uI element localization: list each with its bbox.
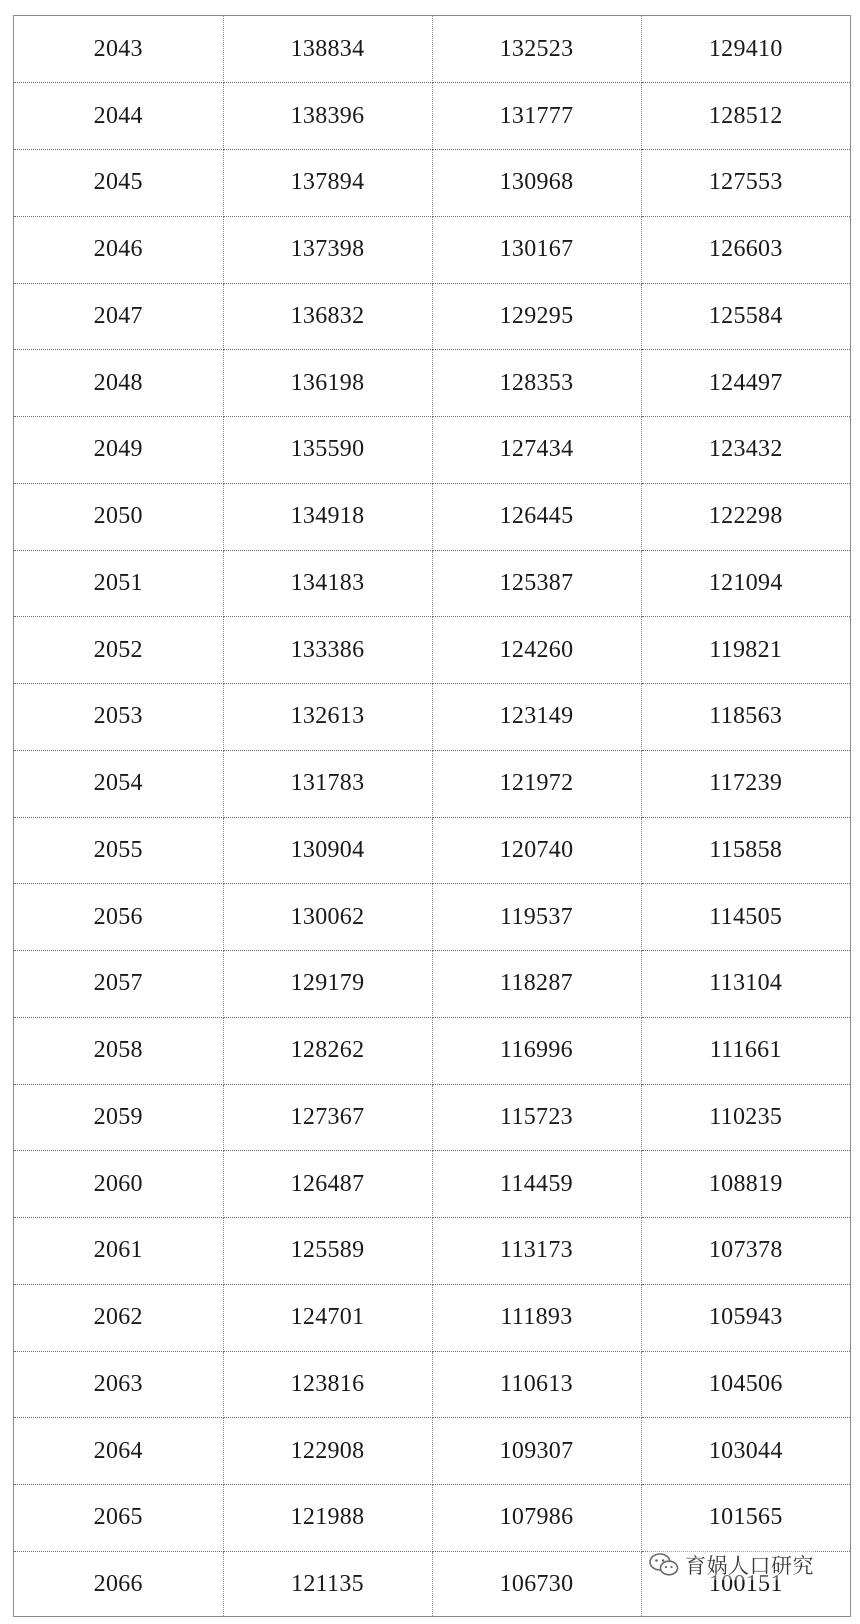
cell-text: 123816 <box>290 1370 365 1397</box>
value-cell <box>223 1151 432 1218</box>
cell-text: 119821 <box>709 636 783 663</box>
cell-text: 137894 <box>290 169 365 196</box>
value-cell <box>432 1151 641 1218</box>
value-cell <box>223 684 432 751</box>
table-body <box>14 16 850 1617</box>
value-cell <box>641 1418 850 1485</box>
cell-text: 132613 <box>290 703 365 730</box>
table-row <box>14 1218 850 1285</box>
value-cell <box>223 216 432 283</box>
cell-text: 107378 <box>708 1237 783 1264</box>
cell-text: 103044 <box>708 1437 783 1464</box>
year-cell <box>14 750 223 817</box>
cell-text: 136198 <box>290 369 365 396</box>
cell-text: 129295 <box>499 302 574 329</box>
value-cell <box>223 483 432 550</box>
value-cell <box>432 1485 641 1552</box>
cell-text: 2053 <box>93 703 143 730</box>
cell-text: 110613 <box>500 1370 573 1397</box>
table-row <box>14 884 850 951</box>
table-row <box>14 483 850 550</box>
cell-text: 2060 <box>93 1170 143 1197</box>
cell-text: 130167 <box>499 236 574 263</box>
table-row <box>14 1151 850 1218</box>
value-cell <box>223 817 432 884</box>
table-row <box>14 550 850 617</box>
value-cell <box>641 617 850 684</box>
cell-text: 121135 <box>291 1571 364 1598</box>
cell-text: 136832 <box>290 302 365 329</box>
value-cell <box>223 83 432 150</box>
cell-text: 137398 <box>290 236 365 263</box>
cell-text: 126445 <box>499 503 574 530</box>
cell-text: 122298 <box>708 503 783 530</box>
value-cell <box>641 1218 850 1285</box>
value-cell <box>432 1418 641 1485</box>
value-cell <box>641 1151 850 1218</box>
value-cell <box>223 283 432 350</box>
value-cell <box>641 216 850 283</box>
value-cell <box>432 684 641 751</box>
cell-text: 2044 <box>93 102 143 129</box>
table-row <box>14 1418 850 1485</box>
year-cell <box>14 283 223 350</box>
year-cell <box>14 684 223 751</box>
year-cell <box>14 1418 223 1485</box>
year-cell <box>14 350 223 417</box>
cell-text: 104506 <box>708 1370 783 1397</box>
cell-text: 121972 <box>499 770 574 797</box>
cell-text: 123432 <box>708 436 783 463</box>
cell-text: 125387 <box>499 569 574 596</box>
year-cell <box>14 550 223 617</box>
cell-text: 2048 <box>93 369 143 396</box>
cell-text: 111893 <box>500 1304 573 1331</box>
cell-text: 109307 <box>499 1437 574 1464</box>
year-cell <box>14 1151 223 1218</box>
year-cell <box>14 951 223 1018</box>
value-cell <box>432 1351 641 1418</box>
value-cell <box>641 1351 850 1418</box>
table-row <box>14 684 850 751</box>
cell-text: 124497 <box>708 369 783 396</box>
table-row <box>14 1017 850 1084</box>
cell-text: 2058 <box>93 1037 143 1064</box>
table-row <box>14 216 850 283</box>
cell-text: 108819 <box>708 1170 783 1197</box>
value-cell <box>223 1418 432 1485</box>
table-row <box>14 83 850 150</box>
year-cell <box>14 417 223 484</box>
cell-text: 105943 <box>708 1304 783 1331</box>
value-cell <box>432 1084 641 1151</box>
value-cell <box>641 283 850 350</box>
year-cell <box>14 16 223 83</box>
year-cell <box>14 1218 223 1285</box>
cell-text: 125589 <box>290 1237 365 1264</box>
table-row <box>14 1351 850 1418</box>
value-cell <box>223 16 432 83</box>
year-cell <box>14 1284 223 1351</box>
cell-text: 111661 <box>709 1037 782 1064</box>
value-cell <box>432 1017 641 1084</box>
cell-text: 132523 <box>499 35 574 62</box>
cell-text: 128262 <box>290 1037 365 1064</box>
value-cell <box>641 1084 850 1151</box>
value-cell <box>223 1551 432 1617</box>
cell-text: 2059 <box>93 1103 143 1130</box>
cell-text: 2061 <box>93 1237 143 1264</box>
cell-text: 116996 <box>500 1037 573 1064</box>
cell-text: 128353 <box>499 369 574 396</box>
value-cell <box>641 750 850 817</box>
year-cell <box>14 1084 223 1151</box>
year-cell <box>14 617 223 684</box>
cell-text: 115723 <box>500 1103 573 1130</box>
value-cell <box>223 1351 432 1418</box>
cell-text: 127367 <box>290 1103 365 1130</box>
year-cell <box>14 1551 223 1617</box>
value-cell <box>223 750 432 817</box>
value-cell <box>641 817 850 884</box>
year-cell <box>14 1351 223 1418</box>
year-cell <box>14 1017 223 1084</box>
value-cell <box>223 1485 432 1552</box>
value-cell <box>432 1218 641 1285</box>
cell-text: 2050 <box>93 503 143 530</box>
cell-text: 127553 <box>708 169 783 196</box>
cell-text: 129179 <box>290 970 365 997</box>
value-cell <box>223 1084 432 1151</box>
cell-text: 122908 <box>290 1437 365 1464</box>
cell-text: 121988 <box>290 1504 365 1531</box>
value-cell <box>223 350 432 417</box>
value-cell <box>641 417 850 484</box>
cell-text: 2047 <box>93 302 143 329</box>
year-cell <box>14 150 223 217</box>
table-row <box>14 16 850 83</box>
cell-text: 2062 <box>93 1304 143 1331</box>
value-cell <box>223 150 432 217</box>
value-cell <box>641 150 850 217</box>
cell-text: 101565 <box>708 1504 783 1531</box>
cell-text: 2055 <box>93 836 143 863</box>
cell-text: 131777 <box>499 102 574 129</box>
cell-text: 115858 <box>709 836 783 863</box>
cell-text: 2056 <box>93 903 143 930</box>
cell-text: 2066 <box>93 1571 143 1598</box>
cell-text: 138396 <box>290 102 365 129</box>
cell-text: 128512 <box>708 102 783 129</box>
value-cell <box>641 83 850 150</box>
cell-text: 134918 <box>290 503 365 530</box>
year-cell <box>14 817 223 884</box>
table-row <box>14 283 850 350</box>
value-cell <box>641 1017 850 1084</box>
cell-text: 117239 <box>709 770 783 797</box>
cell-text: 113173 <box>500 1237 573 1264</box>
value-cell <box>223 951 432 1018</box>
value-cell <box>223 550 432 617</box>
cell-text: 130968 <box>499 169 574 196</box>
cell-text: 2057 <box>93 970 143 997</box>
table-row <box>14 817 850 884</box>
year-cell <box>14 83 223 150</box>
cell-text: 2064 <box>93 1437 143 1464</box>
table-row <box>14 417 850 484</box>
cell-text: 124701 <box>290 1304 365 1331</box>
table-row <box>14 350 850 417</box>
cell-text: 118563 <box>709 703 783 730</box>
value-cell <box>432 1284 641 1351</box>
value-cell <box>223 1017 432 1084</box>
value-cell <box>432 550 641 617</box>
watermark-text: 育娲人口研究 <box>685 1554 814 1578</box>
cell-text: 118287 <box>500 970 573 997</box>
value-cell <box>641 550 850 617</box>
value-cell <box>641 884 850 951</box>
table-row <box>14 150 850 217</box>
cell-text: 106730 <box>499 1571 574 1598</box>
cell-text: 2043 <box>93 35 143 62</box>
value-cell <box>223 1218 432 1285</box>
value-cell <box>432 16 641 83</box>
cell-text: 2049 <box>93 436 143 463</box>
table-row <box>14 750 850 817</box>
value-cell <box>641 16 850 83</box>
value-cell <box>432 283 641 350</box>
cell-text: 2054 <box>93 770 143 797</box>
value-cell <box>641 1284 850 1351</box>
value-cell <box>432 150 641 217</box>
value-cell <box>432 817 641 884</box>
cell-text: 129410 <box>708 35 783 62</box>
value-cell <box>432 350 641 417</box>
value-cell <box>223 417 432 484</box>
cell-text: 113104 <box>709 970 783 997</box>
value-cell <box>432 83 641 150</box>
cell-text: 2046 <box>93 236 143 263</box>
table-row <box>14 1284 850 1351</box>
year-cell <box>14 483 223 550</box>
value-cell <box>641 1485 850 1552</box>
cell-text: 123149 <box>499 703 574 730</box>
value-cell <box>432 951 641 1018</box>
cell-text: 114505 <box>709 903 783 930</box>
year-cell <box>14 1485 223 1552</box>
year-cell <box>14 884 223 951</box>
cell-text: 100151 <box>708 1571 783 1598</box>
cell-text: 110235 <box>709 1103 783 1130</box>
value-cell <box>223 617 432 684</box>
value-cell <box>432 750 641 817</box>
data-table-container <box>13 15 851 1617</box>
table-row <box>14 951 850 1018</box>
cell-text: 120740 <box>499 836 574 863</box>
value-cell <box>641 350 850 417</box>
value-cell <box>432 417 641 484</box>
table-row <box>14 617 850 684</box>
value-cell <box>432 884 641 951</box>
year-cell <box>14 216 223 283</box>
table-row <box>14 1084 850 1151</box>
cell-text: 125584 <box>708 302 783 329</box>
cell-text: 124260 <box>499 636 574 663</box>
value-cell <box>432 617 641 684</box>
wechat-icon <box>649 1552 679 1578</box>
value-cell <box>223 1284 432 1351</box>
cell-text: 2045 <box>93 169 143 196</box>
cell-text: 2052 <box>93 636 143 663</box>
cell-text: 127434 <box>499 436 574 463</box>
cell-text: 119537 <box>500 903 573 930</box>
cell-text: 130062 <box>290 903 365 930</box>
cell-text: 126487 <box>290 1170 365 1197</box>
watermark <box>649 1550 814 1580</box>
cell-text: 126603 <box>708 236 783 263</box>
cell-text: 114459 <box>500 1170 573 1197</box>
value-cell <box>641 684 850 751</box>
cell-text: 130904 <box>290 836 365 863</box>
cell-text: 138834 <box>290 35 365 62</box>
value-cell <box>432 483 641 550</box>
table-row <box>14 1485 850 1552</box>
cell-text: 2051 <box>93 569 143 596</box>
value-cell <box>432 1551 641 1617</box>
cell-text: 121094 <box>708 569 783 596</box>
population-projection-table <box>14 16 850 1617</box>
cell-text: 2063 <box>93 1370 143 1397</box>
cell-text: 133386 <box>290 636 365 663</box>
cell-text: 135590 <box>290 436 365 463</box>
cell-text: 131783 <box>290 770 365 797</box>
value-cell <box>641 483 850 550</box>
cell-text: 134183 <box>290 569 365 596</box>
value-cell <box>432 216 641 283</box>
value-cell <box>641 951 850 1018</box>
cell-text: 107986 <box>499 1504 574 1531</box>
cell-text: 2065 <box>93 1504 143 1531</box>
value-cell <box>223 884 432 951</box>
